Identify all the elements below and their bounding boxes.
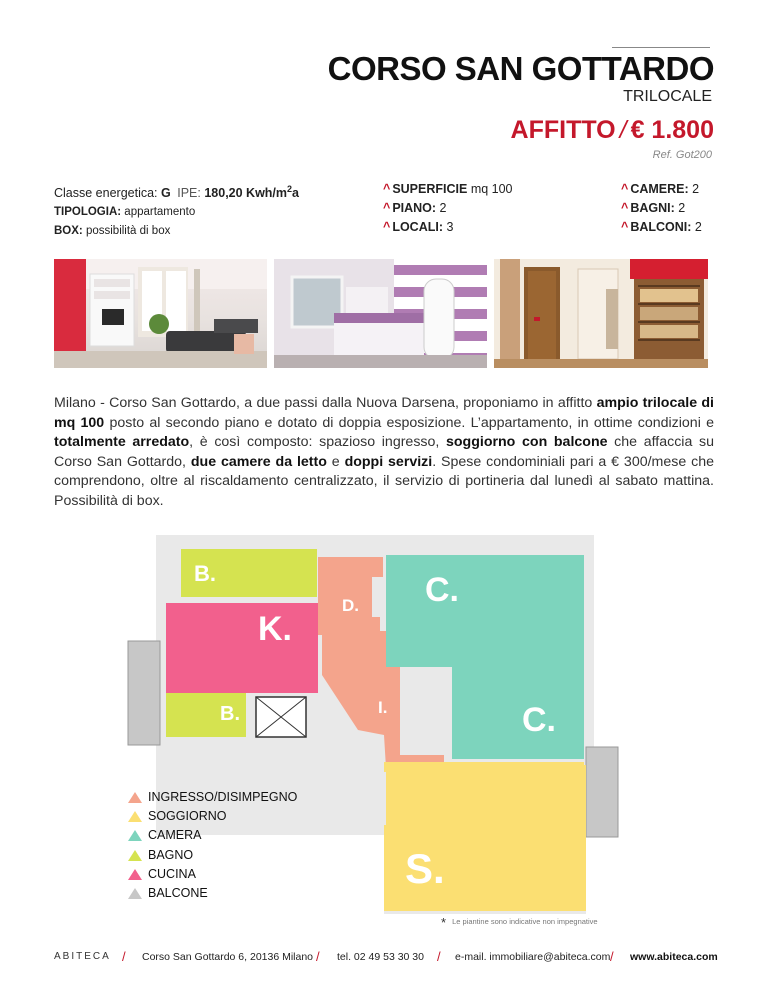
brand-logo: ABITECA	[54, 951, 111, 962]
spec-balconi: ^ BALCONI: 2	[621, 220, 702, 234]
triangle-icon	[128, 888, 142, 899]
caret-icon: ^	[621, 182, 629, 196]
footer-website[interactable]: www.abiteca.com	[630, 951, 718, 963]
plan-disclaimer: * Le piantine sono indicative non impegnative	[441, 915, 598, 930]
plan-label-s-top: S.	[405, 845, 445, 892]
description: Milano - Corso San Gottardo, a due passi dalla Nuova Darsena, proponiamo in affitto ampio trilocale di mq 100 posto al secondo piano e dotato di doppia esposizione. L’appartamento, in ottime condizioni e totalmente arredato, è così composto: spazioso ingresso, soggiorno con balcone che affaccia su Corso San Gottardo, due camere da letto e doppi servizi. Spese condominiali pari a € 300/mese che comprendono, oltre al riscaldamento centralizzato, il servizio di portineria dal lunedì al sabato mattina. Possibilità di box.	[54, 395, 714, 509]
footer-separator: /	[437, 949, 441, 964]
footer-separator: /	[122, 949, 126, 964]
footer-separator: /	[610, 949, 614, 964]
triangle-icon	[128, 792, 142, 803]
tipologia: TIPOLOGIA: appartamento	[54, 206, 196, 219]
legend-cucina: CUCINA	[128, 865, 297, 884]
box-info: BOX: possibilità di box	[54, 225, 171, 238]
spec-superficie: ^ SUPERFICIE mq 100	[383, 182, 513, 196]
title-rule	[612, 47, 710, 48]
legend-bagno: BAGNO	[128, 846, 297, 865]
plan-legend	[128, 788, 297, 903]
legend-soggiorno: SOGGIORNO	[128, 807, 297, 826]
plan-room-soggiorno	[386, 765, 586, 829]
caret-icon: ^	[383, 220, 391, 234]
legend-balcone: BALCONE	[128, 884, 297, 903]
photo-bedroom[interactable]	[274, 259, 487, 368]
property-type: TRILOCALE	[623, 88, 712, 105]
legend-ingresso: INGRESSO/DISIMPEGNO	[128, 788, 297, 807]
floor-plan	[0, 525, 768, 925]
plan-label-d: D.	[342, 596, 359, 615]
photo-hallway[interactable]	[494, 259, 708, 368]
footer-phone: tel. 02 49 53 30 30	[337, 951, 424, 963]
reference-code: Ref. Got200	[652, 149, 712, 161]
price-separator: /	[619, 116, 627, 144]
spec-bagni: ^ BAGNI: 2	[621, 201, 686, 215]
spec-piano: ^ PIANO: 2	[383, 201, 447, 215]
price-label: AFFITTO	[510, 116, 616, 144]
plan-room-camera-1	[386, 555, 584, 667]
plan-room-camera-2	[452, 663, 584, 759]
footer-address: Corso San Gottardo 6, 20136 Milano	[142, 951, 314, 963]
price-value: € 1.800	[630, 116, 714, 144]
plan-label-b2: B.	[220, 703, 240, 725]
spec-camere: ^ CAMERE: 2	[621, 182, 700, 196]
specs-rooms	[621, 180, 702, 237]
plan-label-i: I.	[378, 698, 388, 717]
specs-size	[383, 180, 513, 237]
page-title: CORSO SAN GOTTARDO	[327, 50, 714, 87]
plan-room-cucina	[166, 603, 318, 693]
photo-living-room[interactable]	[54, 259, 267, 368]
specs-general	[54, 180, 299, 241]
energy-class: Classe energetica: G IPE: 180,20 Kwh/$m^2a$	[54, 184, 299, 201]
caret-icon: ^	[621, 220, 629, 234]
caret-icon: ^	[383, 182, 391, 196]
legend-camera: CAMERA	[128, 826, 297, 845]
triangle-icon	[128, 811, 142, 822]
triangle-icon	[128, 830, 142, 841]
caret-icon: ^	[383, 201, 391, 215]
plan-label-c1: C.	[425, 571, 459, 609]
footer-email[interactable]: e-mail. immobiliare@abiteca.com	[455, 951, 611, 963]
spec-locali: ^ LOCALI: 3	[383, 220, 454, 234]
triangle-icon	[128, 869, 142, 880]
footer	[54, 951, 716, 967]
plan-label-b1: B.	[194, 561, 216, 586]
caret-icon: ^	[621, 201, 629, 215]
price	[511, 116, 714, 145]
plan-balcone-left	[128, 641, 160, 745]
plan-label-k: K.	[258, 610, 292, 648]
plan-label-c2: C.	[522, 701, 556, 739]
footer-separator: /	[316, 949, 320, 964]
triangle-icon	[128, 850, 142, 861]
plan-balcone-right	[586, 747, 618, 837]
